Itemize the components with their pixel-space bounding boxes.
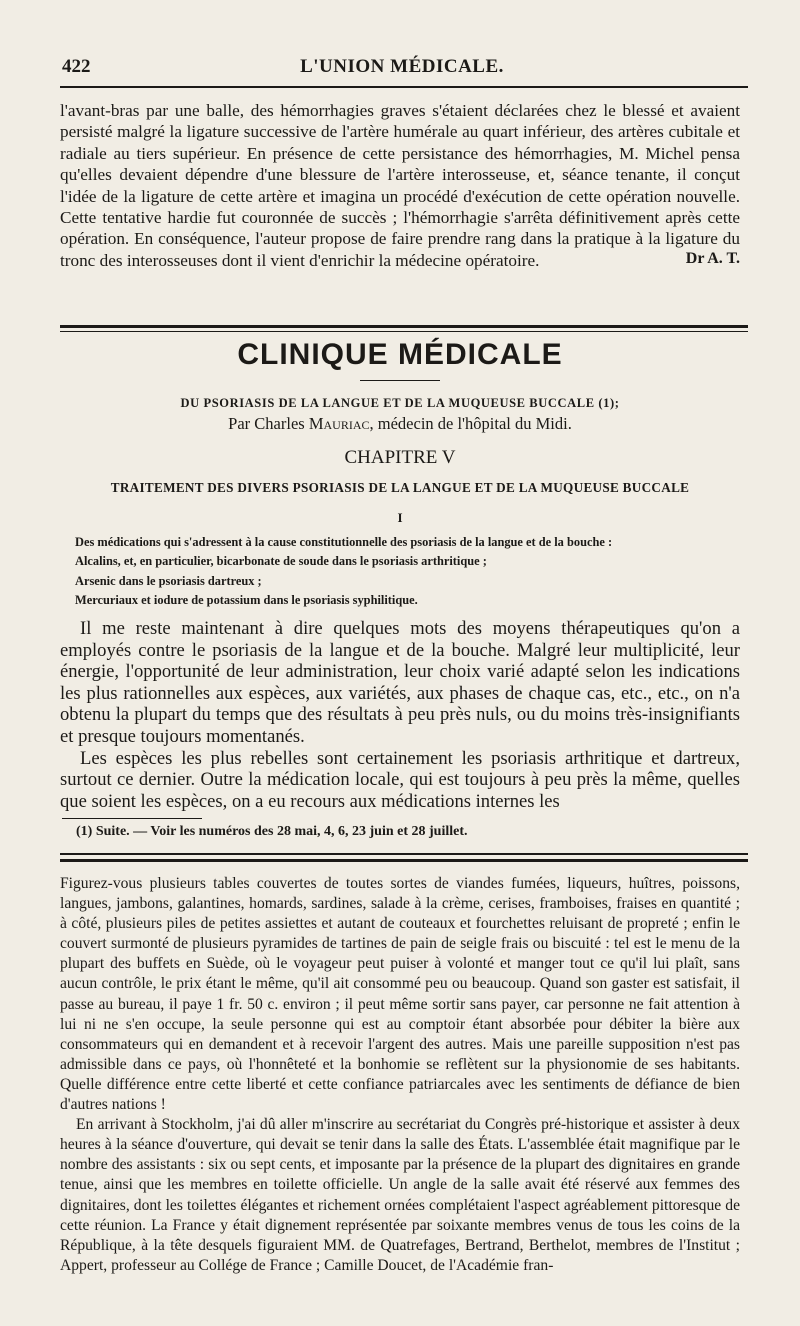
section-numeral: I bbox=[397, 510, 403, 525]
feuilleton-paragraph: En arrivant à Stockholm, j'ai dû aller m'inscrire au secrétariat du Congrès pré-historique et assister à deux heures à la séance d'ouverture, qui devait se tenir dans la salle des États. L'assemblée était magnifique par le nombre des assistants : six ou sept cents, et imposante par la présence de la plupart des dignitaires en grande tenue, ainsi que les membres en toilette officielle. Un angle de la salle avait été réservé aux femmes des dignitaires, dont les toilettes élégantes et richement ornées complétaient l'aspect agréablement pittoresque de cette réunion. La France y était dignement représentée par soixante membres venus de tous les coins de la République, à la tête desquels figuraient MM. de Quatrefages, Bertrand, Berthelot, membres de l'Institut ; Appert, professeur au Collége de France ; Camille Doucet, de l'Académie fran- bbox=[60, 1116, 740, 1274]
top-article-signature: Dr A. T. bbox=[685, 250, 740, 268]
section-rule-bottom bbox=[60, 331, 748, 332]
feuilleton-paragraph: Figurez-vous plusieurs tables couvertes de toutes sortes de viandes fumées, liqueurs, huîtres, poissons, langues, jambons, galantines, homards, sardines, salade à la crème, cerises, framboises, fraises en quantité ; à côté, plusieurs piles de petites assiettes et autant de couteaux et fourchettes reluisant de propreté ; enfin le couvert surmonté de plusieurs pyramides de tartines de pain de seigle frais ou biscuité : tel est le menu de la plupart des buffets en Suède, où le voyageur peut puiser à volonté et manger tout ce qu'il lui plaît, sans aucun contrôle, le prix étant le même, qu'il ait consommé peu ou beaucoup. Quand son gaster est satisfait, il passe au bureau, il paye 1 fr. 50 c. environ ; il peut même sortir sans payer, car personne ne fait attention à lui ni ne s'en occupe, la seule personne qui est au comptoir étant absorbée pour débiter la bière aux consommateurs qui en demandent et à recevoir l'argent des autres. Mais une pareille supposition n'est pas admissible dans ce pays, où l'honnêteté et la bonhomie se reflètent sur la physionomie de ses habitants. Quelle différence entre cette liberté et cette confiance patriarcales avec les sentiments de défiance de bien d'autres nations ! bbox=[60, 875, 740, 1114]
section-title: CLINIQUE MÉDICALE bbox=[237, 338, 563, 371]
top-article bbox=[60, 100, 740, 268]
byline bbox=[60, 414, 740, 434]
byline-suffix: , médecin de l'hôpital du Midi. bbox=[369, 414, 572, 433]
page-number: 422 bbox=[62, 56, 91, 77]
footnote: (1) Suite. — Voir les numéros des 28 mai, 4, 6, 23 juin et 28 juillet. bbox=[76, 824, 468, 839]
body-paragraph: Les espèces les plus rebelles sont certainement les psoriasis arthritique et dartreux, surtout ce dernier. Outre la médication locale, qui est toujours à peu près la même, quelles que soient les espèces, on a eu recours aux médications internes les bbox=[60, 747, 740, 812]
title-divider bbox=[360, 380, 440, 381]
byline-prefix: Par Charles bbox=[228, 414, 305, 433]
section-rule-top bbox=[60, 325, 748, 328]
summary-line: Arsenic dans le psoriasis dartreux ; bbox=[75, 573, 262, 588]
feuilleton-rule-bottom bbox=[60, 859, 748, 862]
feuilleton-rule-top bbox=[60, 853, 748, 855]
article-body bbox=[60, 618, 740, 812]
top-article-text: l'avant-bras par une balle, des hémorrhagies graves s'étaient déclarées chez le blessé et avaient persisté malgré la ligature successive de l'artère humérale au quart inférieur, des artères cubitale et radiale au tiers supérieur. En présence de cette persistance des hémorrhagies, M. Michel pensa qu'elles devaient dépendre d'une blessure de l'artère interosseuse, et, séance tenante, il conçut l'idée de la ligature de cette artère et imagina un procédé d'exécution de cette opération nouvelle. Cette tentative hardie fut couronnée de succès ; l'hémorrhagie s'arrêta définitivement après cette opération. En conséquence, l'auteur propose de faire prendre rang dans la pratique à la ligature du tronc des interosseuses dont il vient d'enrichir la médecine opératoire. bbox=[60, 101, 740, 270]
header-rule bbox=[60, 86, 748, 88]
summary-line: Des médications qui s'adressent à la cause constitutionnelle des psoriasis de la langue et de la bouche : bbox=[75, 535, 613, 549]
footnote-rule bbox=[62, 818, 202, 819]
chapter-title: TRAITEMENT DES DIVERS PSORIASIS DE LA LANGUE ET DE LA MUQUEUSE BUCCALE bbox=[110, 480, 690, 495]
page-header bbox=[62, 56, 742, 82]
summary-line: Alcalins, et, en particulier, bicarbonate de soude dans le psoriasis arthritique ; bbox=[75, 554, 487, 569]
journal-title: L'UNION MÉDICALE. bbox=[300, 56, 504, 77]
author-name: Mauriac bbox=[308, 414, 370, 433]
feuilleton bbox=[60, 874, 740, 1276]
body-paragraph: Il me reste maintenant à dire quelques mots des moyens thérapeutiques qu'on a employés contre le psoriasis de la langue et de la bouche. Malgré leur multiplicité, leur énergie, l'opportunité de leur administration, leur choix varié adapté selon les indications les plus rationnelles aux espèces, aux variétés, aux phases de chaque cas, etc., etc., on n'a obtenu la plupart du temps que des résultats à peu près nuls, ou du moins très-insignifiants et presque toujours momentanés. bbox=[60, 618, 740, 747]
chapter-summary bbox=[75, 533, 740, 610]
chapter-heading: CHAPITRE V bbox=[344, 447, 456, 468]
article-title: DU PSORIASIS DE LA LANGUE ET DE LA MUQUEUSE BUCCALE (1); bbox=[180, 396, 620, 410]
summary-line: Mercuriaux et iodure de potassium dans le psoriasis syphilitique. bbox=[75, 592, 418, 607]
